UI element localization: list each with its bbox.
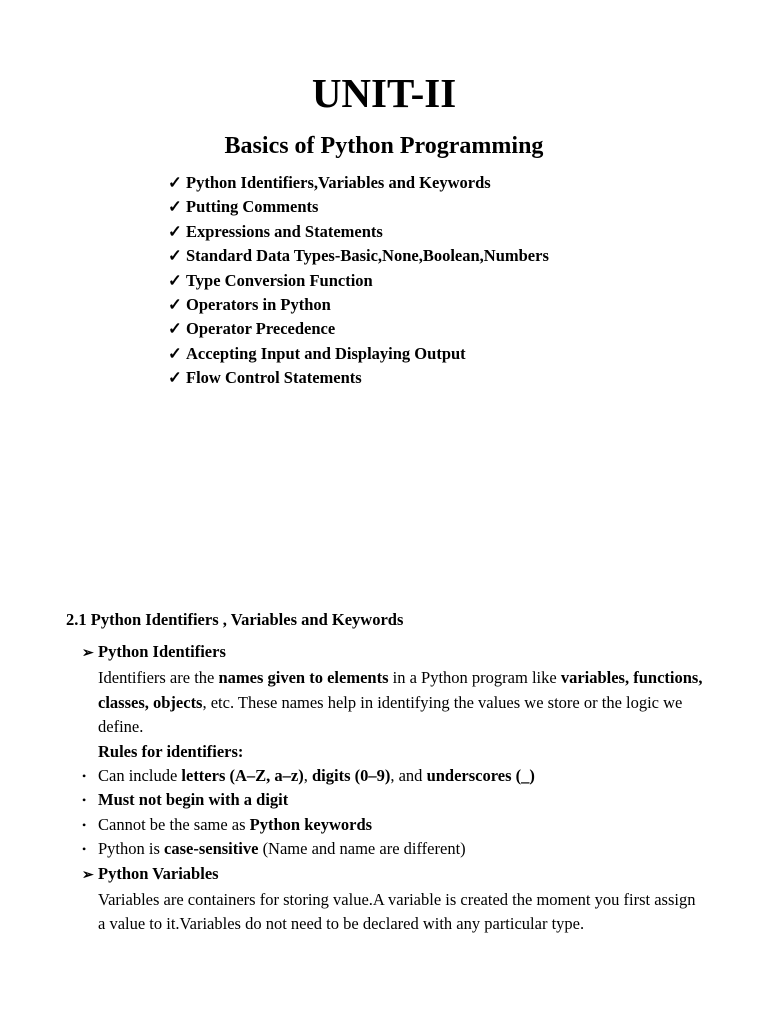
- checkmark-icon: ✓: [168, 197, 182, 217]
- list-item: • Can include letters (A–Z, a–z), digits (0–9), and underscores (_): [82, 764, 712, 788]
- bullet-icon: •: [82, 793, 87, 808]
- page-title: UNIT-II: [311, 70, 457, 116]
- checkmark-icon: ✓: [168, 295, 182, 315]
- arrow-bullet-icon: ➢: [82, 646, 94, 661]
- variables-heading: ➢ Python Variables: [82, 862, 712, 888]
- list-item: ✓ Type Conversion Function: [168, 269, 549, 293]
- checkmark-icon: ✓: [168, 319, 182, 339]
- list-item: ✓ Accepting Input and Displaying Output: [168, 342, 549, 366]
- checkmark-icon: ✓: [168, 343, 182, 363]
- page-subtitle: Basics of Python Programming: [224, 133, 544, 159]
- list-item: • Must not begin with a digit: [82, 788, 712, 812]
- checkmark-icon: ✓: [168, 173, 182, 192]
- bullet-icon: •: [82, 769, 87, 784]
- list-item: ✓ Putting Comments: [168, 195, 549, 219]
- checkmark-icon: ✓: [168, 270, 182, 290]
- variables-paragraph: Variables are containers for storing value.A variable is created the moment you first assign a value to it.Variables do not need to be declared with any particular type.: [98, 890, 696, 934]
- arrow-bullet-icon: ➢: [82, 867, 94, 883]
- bullet-icon: •: [82, 817, 87, 832]
- bullet-icon: •: [82, 842, 87, 857]
- list-item: ✓ Operators in Python: [168, 293, 549, 317]
- identifiers-paragraph: Identifiers are the names given to elements in a Python program like variables, functions, classes, objects, etc. These names help in identifying the values we store or the logic we define.: [98, 668, 703, 737]
- section-content: [82, 640, 712, 937]
- rules-list: [82, 764, 712, 862]
- list-item: • Python is case-sensitive (Name and name are different): [82, 837, 712, 861]
- list-item: • Cannot be the same as Python keywords: [82, 813, 712, 837]
- list-item: ✓ Python Identifiers,Variables and Keywords: [168, 171, 549, 195]
- list-item: ✓ Flow Control Statements: [168, 366, 549, 390]
- list-item: ✓ Expressions and Statements: [168, 220, 549, 244]
- list-item: ✓ Operator Precedence: [168, 317, 549, 341]
- section-heading: 2.1 Python Identifiers , Variables and Keywords: [66, 610, 404, 629]
- list-item: ✓ Standard Data Types-Basic,None,Boolean,Numbers: [168, 244, 549, 268]
- rules-title: Rules for identifiers:: [98, 741, 244, 761]
- checkmark-icon: ✓: [168, 246, 182, 266]
- checkmark-icon: ✓: [168, 221, 182, 241]
- checkmark-icon: ✓: [168, 368, 182, 388]
- identifiers-heading: ➢ Python Identifiers: [82, 640, 712, 666]
- topics-list: [168, 171, 549, 391]
